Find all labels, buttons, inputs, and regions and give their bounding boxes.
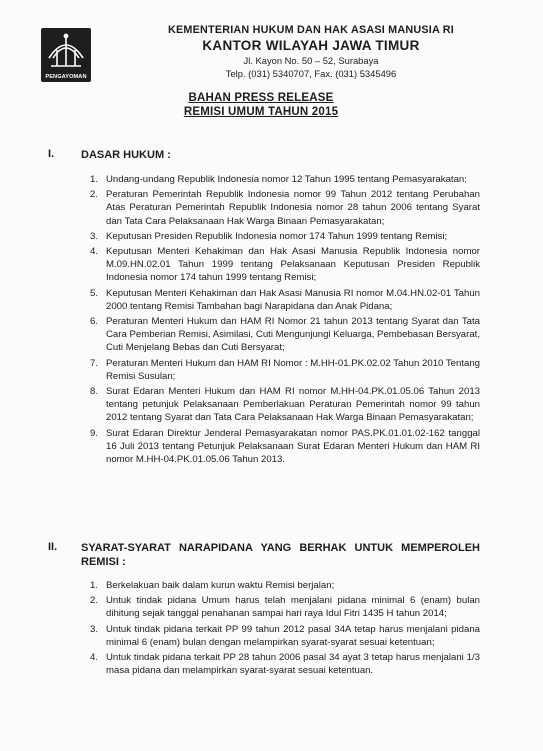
office-phone: Telp. (031) 5340707, Fax. (031) 5345496: [225, 68, 397, 79]
list-item: [90, 579, 480, 592]
list-item: [90, 594, 480, 620]
list-item: [90, 230, 480, 243]
item-number: 7.: [90, 357, 99, 369]
item-number: 3.: [90, 230, 99, 242]
item-text: Surat Edaran Menteri Hukum dan HAM RI nomor M.HH-04.PK.01.05.06 Tahun 2013 tentang petunjuk Pelaksanaan Pemberlakuan Peraturan Pemerintah nomor 99 tahun 2012 tentang Syarat dan Tata Cara Pelaksanaan Hak Warga Binaan Pemasyarakatan;: [106, 386, 480, 424]
ministry-logo: [41, 28, 91, 82]
item-number: 1.: [90, 580, 99, 591]
list-item: [90, 315, 480, 355]
logo-caption: PENGAYOMAN: [45, 74, 87, 80]
item-number: 4.: [90, 246, 99, 258]
section-legal-basis: [48, 148, 480, 468]
item-number: 5.: [90, 287, 99, 299]
item-text: Untuk tindak pidana terkait PP 99 tahun 2012 pasal 34A tetap harus menjalani pidana minimal 6 (enam) bulan dengan melampirkan syarat-syarat sesuai ketentuan;: [106, 623, 480, 648]
item-text: Surat Edaran Direktur Jenderal Pemasyarakatan nomor PAS.PK.01.01.02-162 tanggal 16 Juli 2013 tentang Petunjuk Pelaksanaan Surat Edaran Menteri Hukum dan HAM RI nomor M.HH-04.PK.01.05.06 Tahun 2013.: [106, 427, 480, 466]
item-text: Keputusan Menteri Kehakiman dan Hak Asasi Manusia Republik Indonesia nomor M.09.HN.02.01 Tahun 1999 tentang Pelaksanaan Keputusan Presiden Republik Indonesia nomor 174 tahun 1999 tentang Remisi;: [106, 246, 480, 284]
list-item: [90, 287, 480, 313]
item-number: 1.: [90, 174, 99, 185]
section-number: II.: [48, 541, 58, 553]
item-number: 3.: [90, 623, 99, 635]
office-address: Jl. Kayon No. 50 – 52, Surabaya: [243, 55, 379, 66]
section-heading: [48, 148, 480, 162]
section-number: I.: [48, 148, 55, 160]
list-item: [90, 188, 480, 228]
legal-basis-list: [90, 173, 480, 466]
item-text: Keputusan Presiden Republik Indonesia nomor 174 Tahun 1999 tentang Remisi;: [106, 230, 448, 242]
item-text: Peraturan Menteri Hukum dan HAM RI Nomor 21 tahun 2013 tentang Syarat dan Tata Cara Pemberian Remisi, Asimilasi, Cuti Mengunjungi Keluarga, Pembebasan Bersyarat, Cuti Menjelang Bebas dan Cuti Bersyarat;: [106, 316, 480, 354]
item-text: Berkelakuan baik dalam kurun waktu Remisi berjalan;: [106, 580, 335, 591]
section-title: SYARAT-SYARAT NARAPIDANA YANG BERHAK UNTUK MEMPEROLEH REMISI :: [81, 542, 480, 568]
item-number: 9.: [90, 427, 99, 439]
item-text: Undang-undang Republik Indonesia nomor 12 Tahun 1995 tentang Pemasyarakatan;: [106, 174, 467, 185]
list-item: [90, 651, 480, 677]
item-number: 8.: [90, 386, 99, 398]
title-line-1: BAHAN PRESS RELEASE: [188, 92, 334, 104]
title-line-2: REMISI UMUM TAHUN 2015: [183, 106, 339, 118]
list-item: [90, 357, 480, 383]
item-text: Keputusan Menteri Kehakiman dan Hak Asasi Manusia RI nomor M.04.HN.02-01 Tahun 2000 tentang Remisi Tambahan bagi Narapidana dan Anak Pidana;: [106, 287, 480, 312]
document-title: [96, 91, 426, 119]
letterhead: [96, 24, 526, 79]
item-number: 4.: [90, 652, 99, 664]
item-number: 6.: [90, 316, 99, 328]
list-item: [90, 245, 480, 285]
ministry-name: KEMENTERIAN HUKUM DAN HAK ASASI MANUSIA RI: [168, 24, 454, 36]
item-text: Peraturan Menteri Hukum dan HAM RI Nomor : M.HH-01.PK.02.02 Tahun 2010 Tentang Remisi Susulan;: [106, 357, 480, 382]
list-item: [90, 173, 480, 186]
office-name: KANTOR WILAYAH JAWA TIMUR: [202, 38, 420, 53]
section-remission-requirements: [48, 541, 480, 679]
list-item: [90, 427, 480, 467]
item-text: Untuk tindak pidana terkait PP 28 tahun 2006 pasal 34 ayat 3 tetap harus menjalani 1/3 masa pidana dan melampirkan syarat-syarat sesuai ketentuan.: [106, 652, 480, 677]
section-title: DASAR HUKUM :: [81, 149, 171, 161]
pengayoman-emblem-icon: [41, 28, 91, 72]
list-item: [90, 385, 480, 425]
item-text: Peraturan Pemerintah Republik Indonesia nomor 99 Tahun 2012 tentang Perubahan Atas Peraturan Pemerintah Republik Indonesia nomor 28 tahun 2006 tentang Syarat dan Tata Cara Pelaksanaan Hak Warga Binaan Pemasyarakatan;: [106, 189, 480, 227]
item-number: 2.: [90, 595, 99, 607]
list-item: [90, 623, 480, 649]
item-text: Untuk tindak pidana Umum harus telah menjalani pidana minimal 6 (enam) bulan dihitung sejak tanggal penahanan sampai hari raya Idul Fitri 1435 H tahun 2014;: [106, 595, 480, 620]
requirements-list: [90, 579, 480, 677]
item-number: 2.: [90, 189, 99, 201]
section-heading: [48, 541, 480, 569]
